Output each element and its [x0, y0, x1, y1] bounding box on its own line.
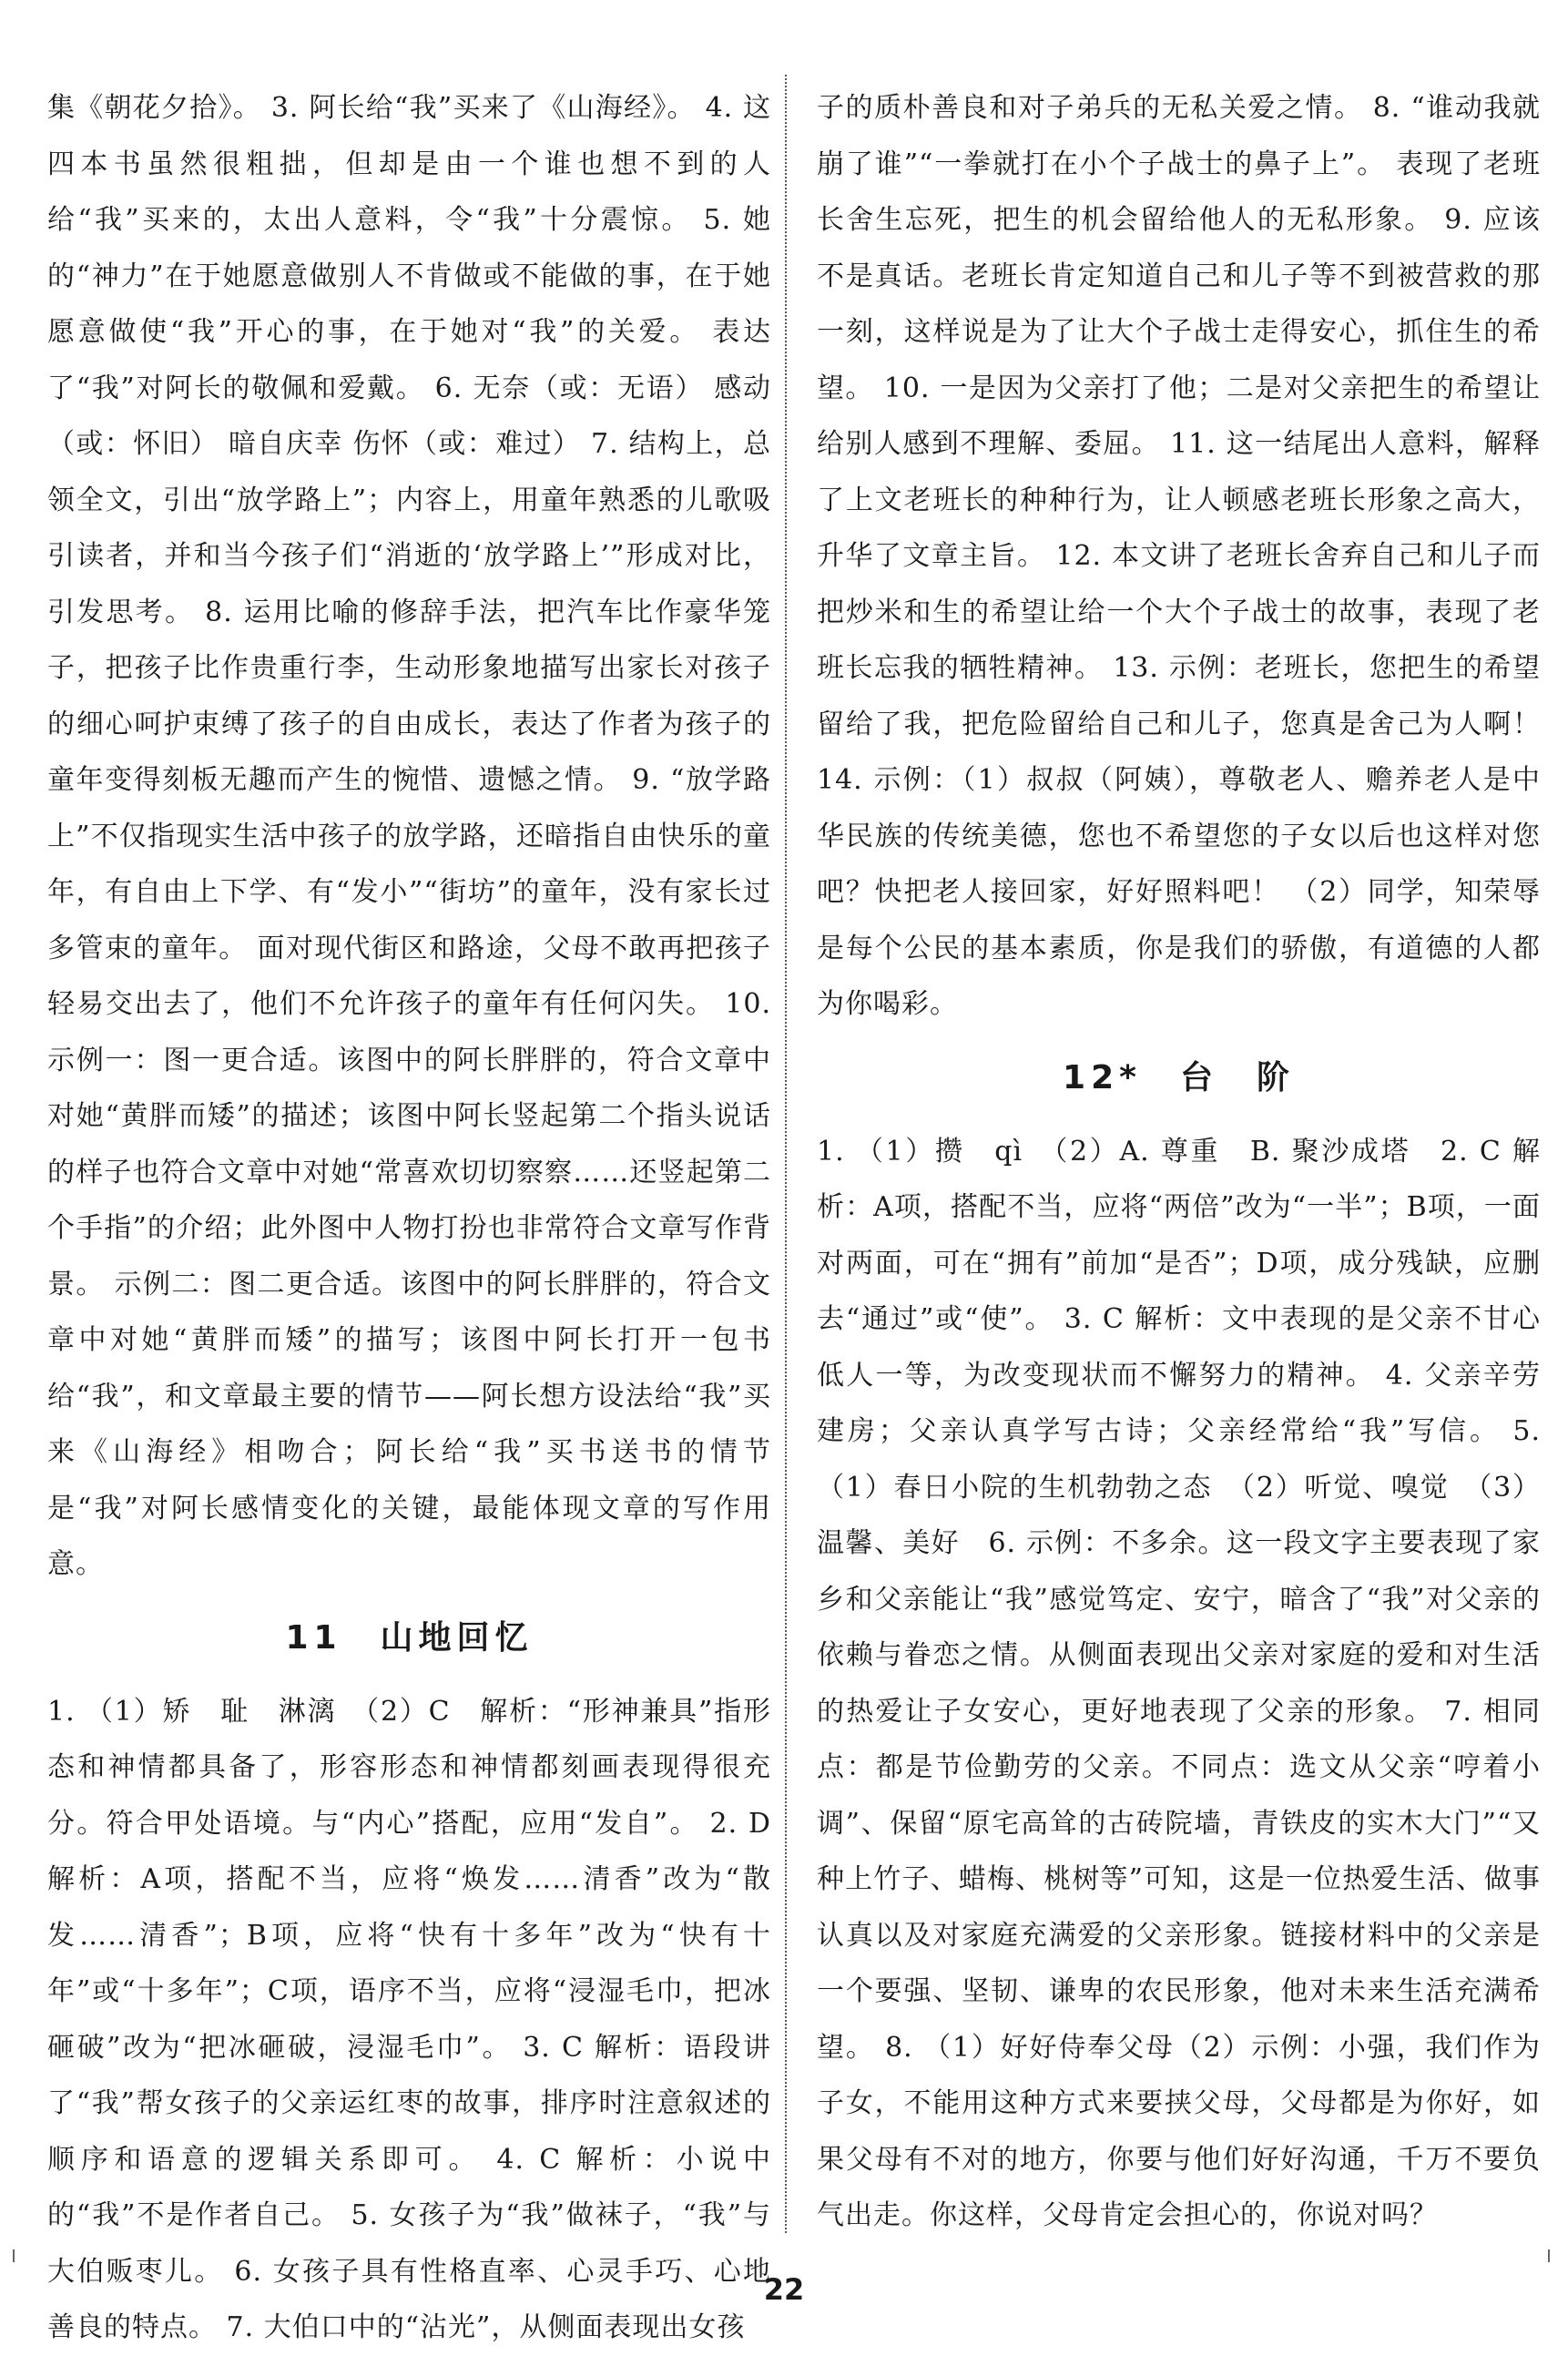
column-divider: [785, 75, 787, 2233]
right-answers-lesson-12: 1. （1）攒 qì （2）A. 尊重 B. 聚沙成塔 2. C 解析：A项，搭配不当，应将“两倍”改为“一半”；B项，一面对两面，可在“拥有”前加“是否”；D项，成分残缺，应删去“通过”或“使”。 3. C 解析：文中表现的是父亲不甘心低人一等，为改变现状而不懈努力的精神。 4. 父亲辛劳建房；父亲认真学写古诗；父亲经常给“我”写信。 5. （1）春日小院的生机勃勃之态 （2）听觉、嗅觉 （3）温馨、美好 6. 示例：不多余。这一段文字主要表现了家乡和父亲能让“我”感觉笃定、安宁，暗含了“我”对父亲的依赖与眷恋之情。从侧面表现出父亲对家庭的爱和对生活的热爱让子女安心，更好地表现了父亲的形象。 7. 相同点：都是节俭勤劳的父亲。不同点：选文从父亲“哼着小调”、保留“原宅高耸的古砖院墙，青铁皮的实木大门”“又种上竹子、蜡梅、桃树等”可知，这是一位热爱生活、做事认真以及对家庭充满爱的父亲形象。链接材料中的父亲是一个要强、坚韧、谦卑的农民形象，他对未来生活充满希望。 8. （1）好好侍奉父母（2）示例：小强，我们作为子女，不能用这种方式来要挟父母，父母都是为你好，如果父母有不对的地方，你要与他们好好沟通，千万不要负气出走。你这样，父母肯定会担心的，你说对吗？: [817, 1135, 1541, 2231]
left-answers-lesson-11: 1. （1）矫 耻 淋漓 （2）C 解析：“形神兼具”指形态和神情都具备了，形容形态和神情都刻画表现得很充分。符合甲处语境。与“内心”搭配，应用“发自”。 2. D 解析：A项，搭配不当，应将“焕发……清香”改为“散发……清香”；B项，应将“快有十多年”改为“快有十年”或“十多年”；C项，语序不当，应将“浸湿毛巾，把冰砸破”改为“把冰砸破，浸湿毛巾”。 3. C 解析：语段讲了“我”帮女孩子的父亲运红枣的故事，排序时注意叙述的顺序和语意的逻辑关系即可。 4. C 解析：小说中的“我”不是作者自己。 5. 女孩子为“我”做袜子，“我”与大伯贩枣儿。 6. 女孩子具有性格直率、心灵手巧、心地善良的特点。 7. 大伯口中的“沾光”，从侧面表现出女孩: [47, 1695, 771, 2343]
right-column: [817, 80, 1541, 2244]
left-answers-lesson-10: 集《朝花夕拾》。 3. 阿长给“我”买来了《山海经》。 4. 这四本书虽然很粗拙，但却是由一个谁也想不到的人给“我”买来的，太出人意料，令“我”十分震惊。 5. 她的“神力”在于她愿意做别人不肯做或不能做的事，在于她愿意做使“我”开心的事，在于她对“我”的关爱。 表达了“我”对阿长的敬佩和爱戴。 6. 无奈（或：无语） 感动（或：怀旧） 暗自庆幸 伤怀（或：难过） 7. 结构上，总领全文，引出“放学路上”；内容上，用童年熟悉的儿歌吸引读者，并和当今孩子们“消逝的‘放学路上’”形成对比，引发思考。 8. 运用比喻的修辞手法，把汽车比作豪华笼子，把孩子比作贵重行李，生动形象地描写出家长对孩子的细心呵护束缚了孩子的自由成长，表达了作者为孩子的童年变得刻板无趣而产生的惋惜、遗憾之情。 9. “放学路上”不仅指现实生活中孩子的放学路，还暗指自由快乐的童年，有自由上下学、有“发小”“街坊”的童年，没有家长过多管束的童年。 面对现代街区和路途，父母不敢再把孩子轻易交出去了，他们不允许孩子的童年有任何闪失。 10. 示例一：图一更合适。该图中的阿长胖胖的，符合文章中对她“黄胖而矮”的描述；该图中阿长竖起第二个指头说话的样子也符合文章中对她“常喜欢切切察察……还竖起第二个手指”的介绍；此外图中人物打扮也非常符合文章写作背景。 示例二：图二更合适。该图中的阿长胖胖的，符合文章中对她“黄胖而矮”的描写；该图中阿长打开一包书给“我”，和文章最主要的情节——阿长想方设法给“我”买来《山海经》相吻合；阿长给“我”买书送书的情节是“我”对阿长感情变化的关键，最能体现文章的写作用意。: [47, 92, 771, 1580]
crop-mark: [1548, 2249, 1550, 2262]
page-number: 22: [763, 2272, 805, 2307]
section-title-lesson-12: 12* 台 阶: [1063, 1058, 1295, 1096]
crop-mark: [13, 2249, 15, 2262]
right-answers-lesson-11-cont: 子的质朴善良和对子弟兵的无私关爱之情。 8. “谁动我就崩了谁”“一拳就打在小个子战士的鼻子上”。 表现了老班长舍生忘死，把生的机会留给他人的无私形象。 9. 应该不是真话。老班长肯定知道自己和儿子等不到被营救的那一刻，这样说是为了让大个子战士走得安心，抓住生的希望。 10. 一是因为父亲打了他；二是对父亲把生的希望让给别人感到不理解、委屈。 11. 这一结尾出人意料，解释了上文老班长的种种行为，让人顿感老班长形象之高大，升华了文章主旨。 12. 本文讲了老班长舍弃自己和儿子而把炒米和生的希望让给一个大个子战士的故事，表现了老班长忘我的牺牲精神。 13. 示例：老班长，您把生的希望留给了我，把危险留给自己和儿子，您真是舍己为人啊！ 14. 示例：（1）叔叔（阿姨），尊敬老人、赡养老人是中华民族的传统美德，您也不希望您的子女以后也这样对您吧？快把老人接回家，好好照料吧！ （2）同学，知荣辱是每个公民的基本素质，你是我们的骄傲，有道德的人都为你喝彩。: [817, 92, 1541, 1020]
left-column: [47, 80, 771, 2356]
section-title-lesson-11: 11 山地回忆: [285, 1618, 534, 1657]
